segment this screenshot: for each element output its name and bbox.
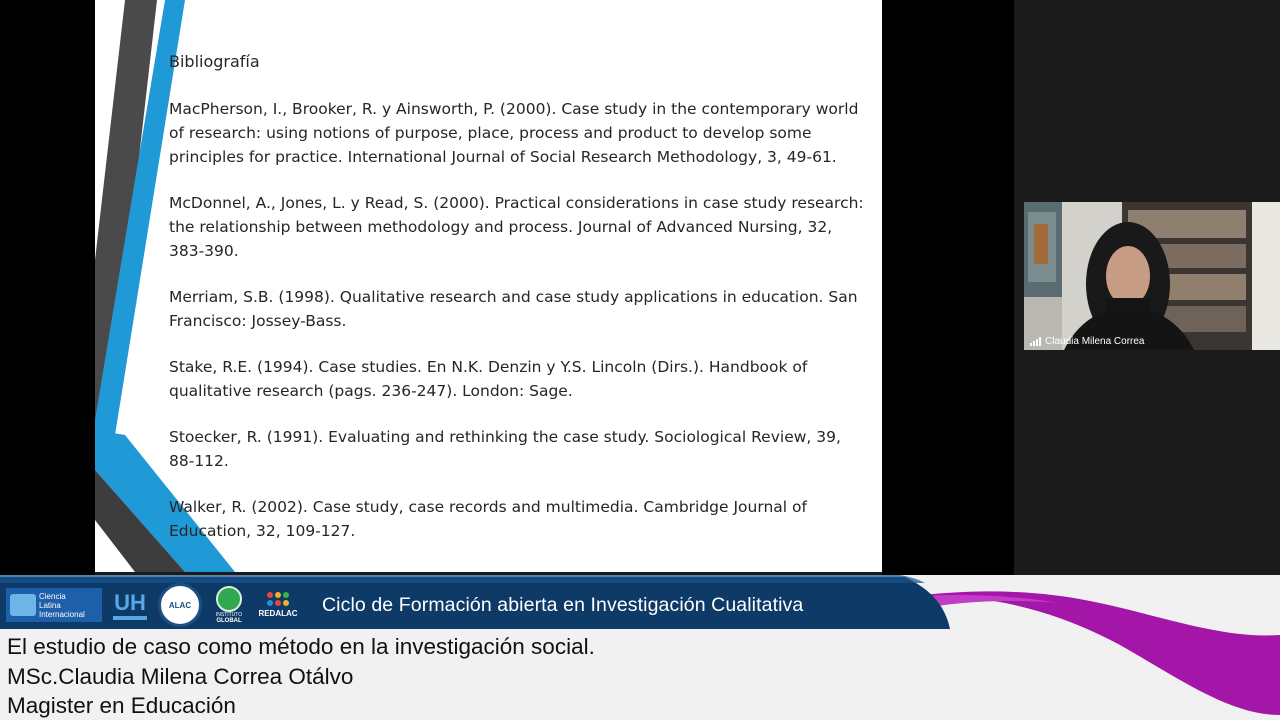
logo-text: Latina — [39, 600, 61, 610]
globe-icon — [10, 594, 36, 616]
logo-text: Ciencia — [39, 591, 66, 601]
shared-slide — [95, 0, 882, 572]
screen-share-letterbox-left — [0, 0, 95, 575]
ciencia-latina-logo — [6, 588, 102, 622]
signal-strength-icon — [1030, 337, 1041, 346]
presentation-info — [7, 632, 595, 720]
participant-name-label — [1026, 333, 1149, 349]
reference-item: Merriam, S.B. (1998). Qualitative research and case study applications in education. San Francisco: Jossey-Bass. — [169, 288, 858, 330]
participant-video-image — [1024, 202, 1280, 350]
reference-item: Stake, R.E. (1994). Case studies. En N.K. Denzin y Y.S. Lincoln (Dirs.). Handbook of qualitative research (pags. 236-247). London: Sage. — [169, 358, 808, 400]
banner-title: Ciclo de Formación abierta en Investigación Cualitativa — [322, 594, 804, 616]
uh-logo — [111, 585, 149, 625]
logo-text: Internacional — [39, 609, 85, 619]
slide-content — [169, 50, 869, 565]
sponsor-logos — [6, 582, 300, 628]
screen-share-letterbox-right — [882, 0, 1014, 575]
presentation-topic: El estudio de caso como método en la investigación social. — [7, 634, 595, 659]
participant-video-tile[interactable] — [1024, 202, 1280, 350]
instituto-global-logo — [211, 583, 247, 627]
reference-item: Walker, R. (2002). Case study, case records and multimedia. Cambridge Journal of Education, 32, 109-127. — [169, 498, 807, 540]
logo-text: GLOBAL — [216, 617, 242, 624]
logo-text: UH — [114, 590, 146, 615]
logo-text: REDALAC — [258, 609, 298, 618]
participant-name: Claudia Milena Correa — [1045, 335, 1145, 347]
lower-third-overlay — [0, 575, 1280, 720]
logo-text: ALAC — [168, 600, 192, 610]
alac-logo — [158, 583, 202, 627]
slide-title: Bibliografía — [169, 52, 260, 71]
speaker-name: MSc.Claudia Milena Correa Otálvo — [7, 663, 354, 689]
dots-icon — [267, 592, 289, 606]
globe-icon — [216, 586, 242, 612]
logo-text: INSTITUTO — [215, 611, 243, 618]
reference-item: McDonnel, A., Jones, L. y Read, S. (2000). Practical considerations in case study research: the relationship between methodology and process. Journal of Advanced Nursing, 32, 383-390. — [169, 194, 864, 260]
speaker-degree: Magister en Educación — [7, 693, 236, 718]
redalac-logo — [256, 583, 300, 627]
reference-item: Stoecker, R. (1991). Evaluating and rethinking the case study. Sociological Review, 39, 88-112. — [169, 428, 841, 470]
reference-item: MacPherson, I., Brooker, R. y Ainsworth, P. (2000). Case study in the contemporary world of research: using notions of purpose, place, process and product to develop some principles for practice. International Journal of Social Research Methodology, 3, 49-61. — [169, 100, 859, 166]
